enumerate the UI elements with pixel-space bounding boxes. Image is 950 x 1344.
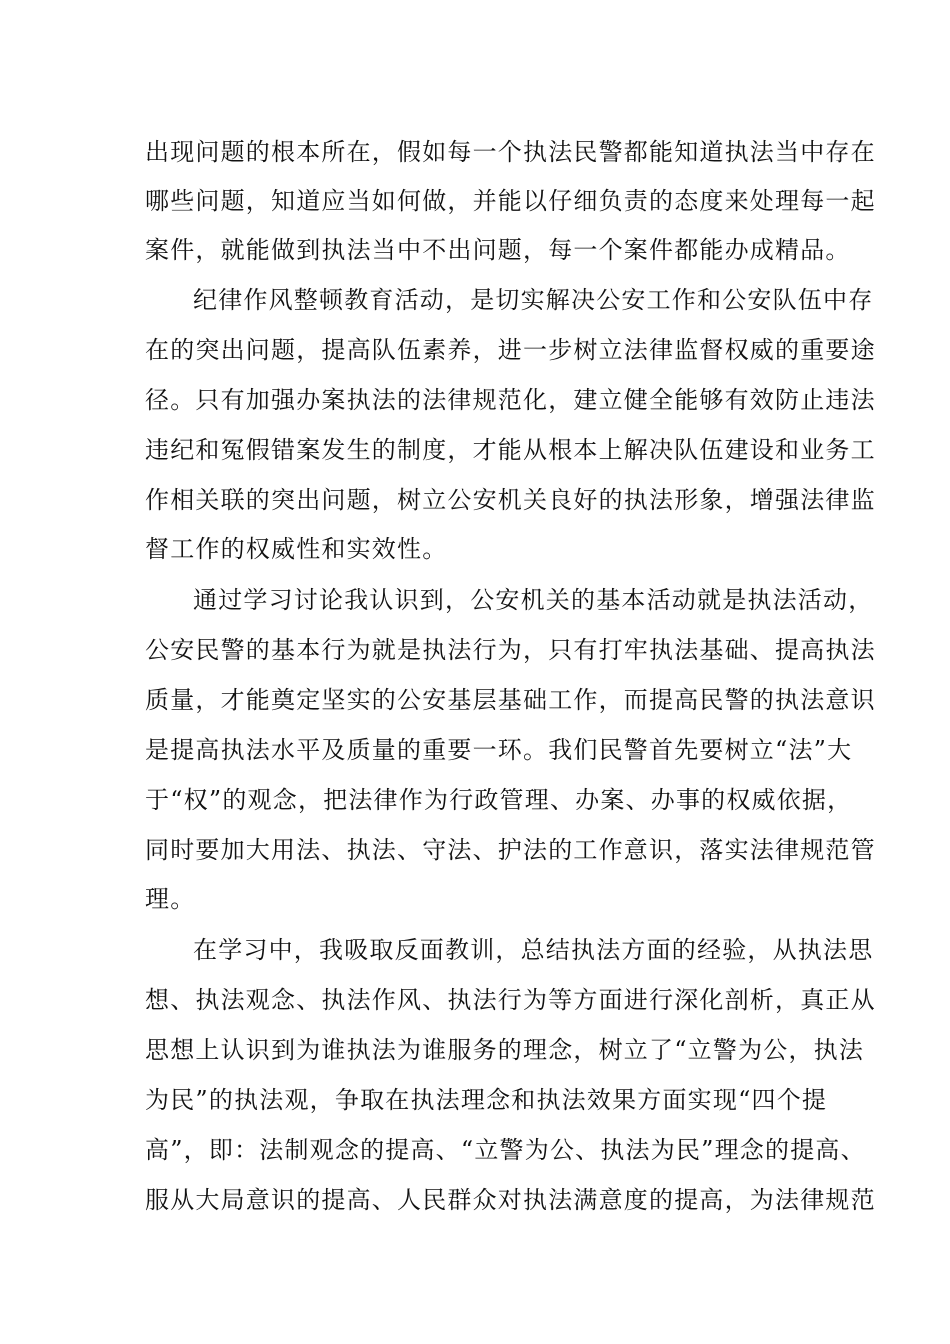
text-line: 理。 — [145, 885, 196, 913]
text-line: 出现问题的根本所在，假如每一个执法民警都能知道执法当中存在 — [145, 138, 876, 166]
text-line: 高”，即：法制观念的提高、“立警为公、执法为民”理念的提高、 — [145, 1136, 866, 1164]
text-line: 督工作的权威性和实效性。 — [145, 535, 448, 563]
paragraph-first-line: 通过学习讨论我认识到，公安机关的基本活动就是执法活动， — [193, 586, 874, 614]
text-line: 公安民警的基本行为就是执法行为，只有打牢执法基础、提高执法 — [145, 636, 876, 664]
text-line: 作相关联的突出问题，树立公安机关良好的执法形象，增强法律监 — [145, 486, 876, 514]
text-line: 是提高执法水平及质量的重要一环。我们民警首先要树立“法”大 — [145, 736, 853, 764]
text-line: 于“权”的观念，把法律作为行政管理、办案、办事的权威依据， — [145, 786, 853, 814]
text-line: 想、执法观念、执法作风、执法行为等方面进行深化剖析，真正从 — [145, 986, 876, 1014]
paragraph-first-line: 在学习中，我吸取反面教训，总结执法方面的经验，从执法思 — [193, 936, 874, 964]
text-line: 违纪和冤假错案发生的制度，才能从根本上解决队伍建设和业务工 — [145, 436, 876, 464]
text-line: 服从大局意识的提高、人民群众对执法满意度的提高，为法律规范 — [145, 1186, 876, 1214]
text-line: 在的突出问题，提高队伍素养，进一步树立法律监督权威的重要途 — [145, 336, 876, 364]
text-line: 同时要加大用法、执法、守法、护法的工作意识，落实法律规范管 — [145, 836, 876, 864]
text-line: 径。只有加强办案执法的法律规范化，建立健全能够有效防止违法 — [145, 386, 876, 414]
text-line: 思想上认识到为谁执法为谁服务的理念，树立了“立警为公，执法 — [145, 1036, 865, 1064]
text-line: 为民”的执法观，争取在执法理念和执法效果方面实现“四个提 — [145, 1086, 828, 1114]
text-line: 哪些问题，知道应当如何做，并能以仔细负责的态度来处理每一起 — [145, 187, 876, 215]
text-line: 质量，才能奠定坚实的公安基层基础工作，而提高民警的执法意识 — [145, 686, 876, 714]
text-line: 案件，就能做到执法当中不出问题，每一个案件都能办成精品。 — [145, 236, 851, 264]
paragraph-first-line: 纪律作风整顿教育活动，是切实解决公安工作和公安队伍中存 — [193, 286, 874, 314]
